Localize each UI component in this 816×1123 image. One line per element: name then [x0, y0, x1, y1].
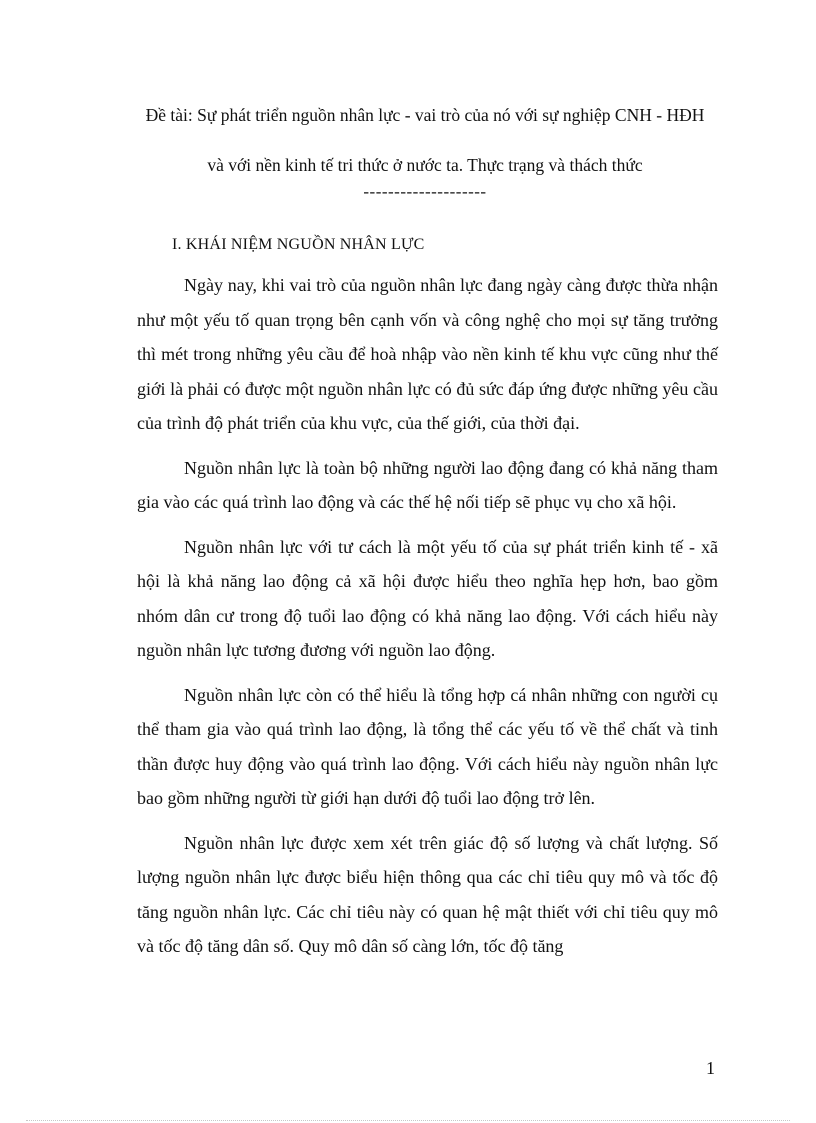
page-number: 1 [706, 1058, 715, 1078]
paragraph-4: Nguồn nhân lực còn có thể hiểu là tổng hợp cá nhân những con người cụ thể tham gia vào quá trình lao động, là tổng thể các yếu tố về thể chất và tinh thần được huy động vào quá trình lao động. Với cách hiểu này nguồn nhân lực bao gồm những người từ giới hạn dưới độ tuổi lao động trở lên. [137, 684, 718, 808]
paragraph-5: Nguồn nhân lực được xem xét trên giác độ số lượng và chất lượng. Số lượng nguồn nhân lực được biểu hiện thông qua các chỉ tiêu quy mô và tốc độ tăng nguồn nhân lực. Các chỉ tiêu này có quan hệ mật thiết với chỉ tiêu quy mô và tốc độ tăng dân số. Quy mô dân số càng lớn, tốc độ tăng [137, 832, 718, 956]
paragraph-2: Nguồn nhân lực là toàn bộ những người lao động đang có khả năng tham gia vào các quá trình lao động và các thế hệ nối tiếp sẽ phục vụ cho xã hội. [137, 457, 718, 512]
title-separator: -------------------- [363, 182, 487, 201]
paragraph-3: Nguồn nhân lực với tư cách là một yếu tố của sự phát triển kinh tế - xã hội là khả năng lao động cả xã hội được hiểu theo nghĩa hẹp hơn, bao gồm nhóm dân cư trong độ tuổi lao động có khả năng lao động. Với cách hiểu này nguồn nhân lực tương đương với nguồn lao động. [137, 536, 718, 660]
section-heading: I. KHÁI NIỆM NGUỒN NHÂN LỰC [172, 236, 425, 253]
document-title-line-2: và với nền kinh tế tri thức ở nước ta. Thực trạng và thách thức [207, 155, 643, 175]
document-title-line-1: Đề tài: Sự phát triển nguồn nhân lực - vai trò của nó với sự nghiệp CNH - HĐH [145, 105, 705, 125]
page-bottom-rule [26, 1120, 790, 1121]
body-text [137, 268, 718, 974]
paragraph-1: Ngày nay, khi vai trò của nguồn nhân lực đang ngày càng được thừa nhận như một yếu tố quan trọng bên cạnh vốn và công nghệ cho mọi sự tăng trưởng thì mét trong những yêu cầu để hoà nhập vào nền kinh tế khu vực cũng như thế giới là phải có được một nguồn nhân lực có đủ sức đáp ứng được những yêu cầu của trình độ phát triển của khu vực, của thế giới, của thời đại. [137, 275, 718, 433]
